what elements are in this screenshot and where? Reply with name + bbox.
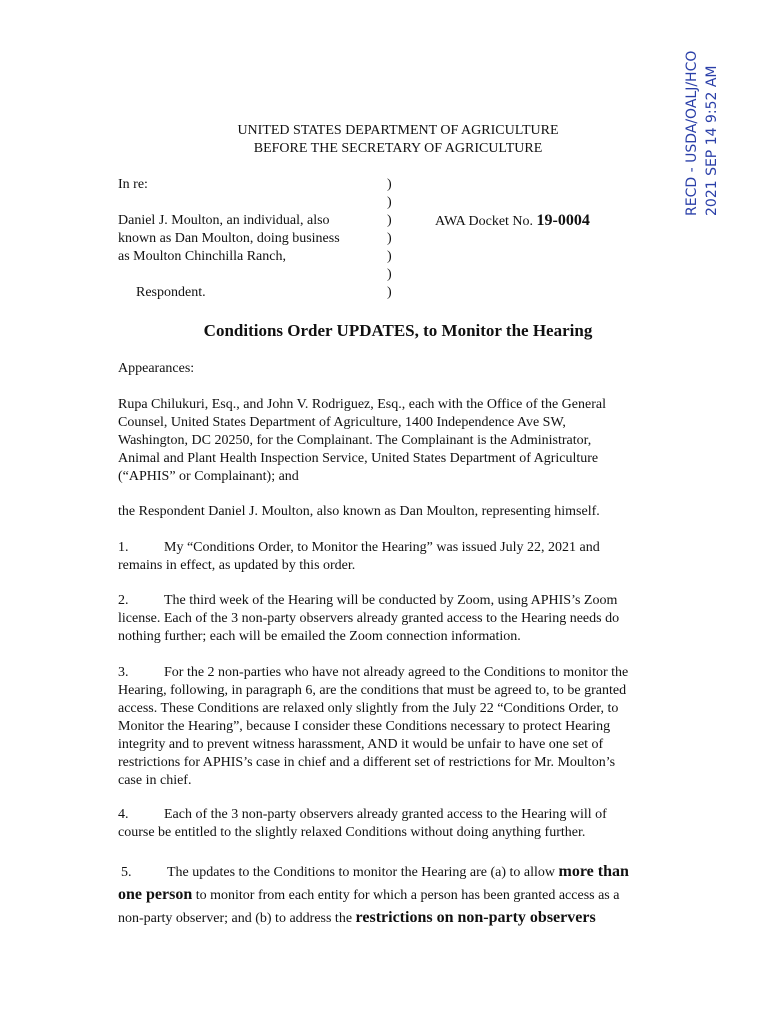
paragraph-number: 1.	[118, 540, 129, 555]
paren: )	[387, 231, 392, 246]
text-line: Rupa Chilukuri, Esq., and John V. Rodriguez, Esq., each with the Office of the General	[118, 397, 606, 412]
caption-parens	[387, 176, 399, 302]
appearances-complainant	[118, 396, 663, 486]
appearances-label: Appearances:	[118, 361, 195, 376]
paren: )	[387, 177, 392, 192]
paragraph-number: 5.	[121, 865, 132, 880]
in-re-label: In re:	[118, 177, 148, 192]
docket	[435, 212, 590, 231]
respondent-line-1: Daniel J. Moulton, an individual, also	[118, 213, 330, 228]
text-line: Counsel, United States Department of Agriculture, 1400 Independence Ave SW,	[118, 415, 566, 430]
paragraph-number: 3.	[118, 665, 129, 680]
text-line: non-party observer; and (b) to address the	[118, 911, 356, 926]
paragraph-number: 4.	[118, 807, 129, 822]
appearances-respondent: the Respondent Daniel J. Moulton, also known as Dan Moulton, representing himself.	[118, 504, 600, 519]
paragraph-1	[118, 539, 663, 575]
header-line-1: UNITED STATES DEPARTMENT OF AGRICULTURE	[237, 123, 559, 138]
text-line: Each of the 3 non-party observers already granted access to the Hearing will of	[164, 807, 607, 822]
text-line: My “Conditions Order, to Monitor the Hearing” was issued July 22, 2021 and	[164, 540, 600, 555]
respondent-label: Respondent.	[136, 285, 206, 300]
emphasis-text: more than	[558, 863, 629, 880]
text-line: For the 2 non-parties who have not already agreed to the Conditions to monitor the	[164, 665, 629, 680]
respondent-line-3: as Moulton Chinchilla Ranch,	[118, 249, 286, 264]
emphasis-text: restrictions on non-party observers	[355, 909, 596, 926]
text-line: Animal and Plant Health Inspection Service, United States Department of Agriculture	[118, 451, 599, 466]
text-line: course be entitled to the slightly relaxed Conditions without doing anything further.	[118, 825, 586, 840]
text-line: access. These Conditions are relaxed only slightly from the July 22 “Conditions Order, to	[118, 701, 619, 716]
respondent-line-2: known as Dan Moulton, doing business	[118, 231, 340, 246]
paragraph-number: 2.	[118, 593, 129, 608]
emphasis-text: one person	[118, 886, 193, 903]
paragraph-2	[118, 592, 663, 646]
text-line: integrity and to prevent witness harassment, AND it would be unfair to have one set of	[118, 737, 604, 752]
case-caption	[118, 176, 388, 302]
text-line: license. Each of the 3 non-party observers already granted access to the Hearing needs do	[118, 611, 620, 626]
paren: )	[387, 249, 392, 264]
text-line: (“APHIS” or Complainant); and	[118, 469, 299, 484]
docket-number: 19-0004	[536, 212, 590, 229]
paren: )	[387, 195, 392, 210]
docket-label: AWA Docket No.	[435, 214, 537, 229]
paragraph-4	[118, 806, 663, 842]
paren: )	[387, 285, 392, 300]
text-line: The updates to the Conditions to monitor the Hearing are (a) to allow	[167, 865, 559, 880]
text-line: The third week of the Hearing will be conducted by Zoom, using APHIS’s Zoom	[164, 593, 618, 608]
header-line-2: BEFORE THE SECRETARY OF AGRICULTURE	[253, 141, 543, 156]
paragraph-3	[118, 664, 663, 790]
paragraph-5	[118, 861, 666, 930]
document-title: Conditions Order UPDATES, to Monitor the Hearing	[203, 321, 593, 340]
text-line: remains in effect, as updated by this order.	[118, 558, 356, 573]
text-line: nothing further; each will be emailed the Zoom connection information.	[118, 629, 521, 644]
text-line: to monitor from each entity for which a person has been granted access as a	[192, 888, 620, 903]
text-line: Washington, DC 20250, for the Complainant. The Complainant is the Administrator,	[118, 433, 592, 448]
paren: )	[387, 213, 392, 228]
stamp-line-1: RECD - USDA/OALJ/HCO	[684, 50, 700, 216]
text-line: case in chief.	[118, 773, 192, 788]
text-line: Hearing, following, in paragraph 6, are the conditions that must be agreed to, to be granted	[118, 683, 627, 698]
paren: )	[387, 267, 392, 282]
stamp-line-2: 2021 SEP 14 9:52 AM	[704, 65, 720, 216]
text-line: restrictions for APHIS’s case in chief and a different set of restrictions for Mr. Moulton’s	[118, 755, 616, 770]
text-line: Monitor the Hearing”, because I consider these Conditions necessary to protect Hearing	[118, 719, 611, 734]
